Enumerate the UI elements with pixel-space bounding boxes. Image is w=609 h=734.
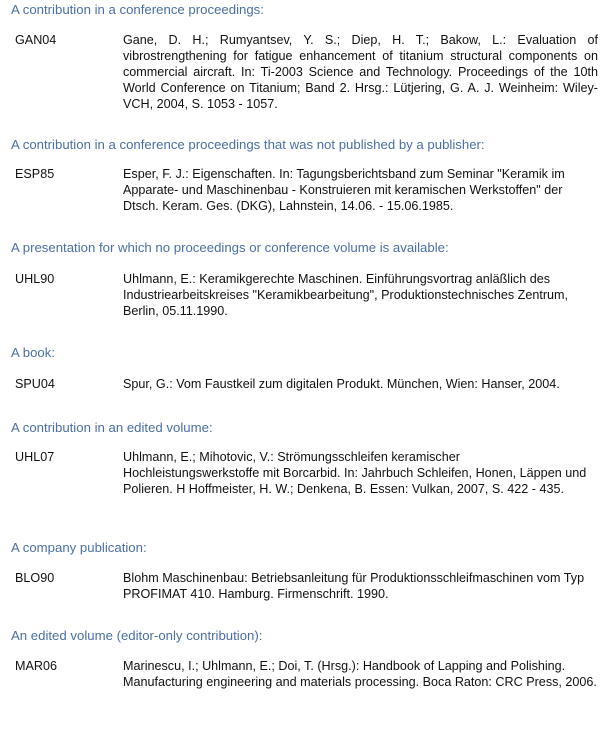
citation-key: BLO90 <box>15 571 55 585</box>
citation-key: MAR06 <box>15 659 57 673</box>
reference-text: Uhlmann, E.; Mihotovic, V.: Strömungsschleifen keramischer Hochleistungswerkstoffe mit Borcarbid. In: Jahrbuch Schleifen, Honen, Läppen und Polieren. H Hoffmeister, H. W.; Denkena, B. Essen: Vulkan, 2007, S. 422 - 435. <box>123 450 587 496</box>
citation-key: UHL90 <box>15 272 55 286</box>
section-heading: A company publication: <box>11 540 147 555</box>
reference-text: Marinescu, I.; Uhlmann, E.; Doi, T. (Hrsg.): Handbook of Lapping and Polishing. Manufacturing engineering and materials processing. Boca Raton: CRC Press, 2006. <box>123 659 597 689</box>
citation-key: GAN04 <box>15 33 57 47</box>
citation-key: ESP85 <box>15 167 55 181</box>
section-heading: A contribution in a conference proceedings that was not published by a publisher: <box>11 137 485 152</box>
reference-text: Esper, F. J.: Eigenschaften. In: Tagungsberichtsband zum Seminar "Keramik im Apparate- und Maschinenbau - Konstruieren mit keramischen Werkstoffen" der Dtsch. Keram. Ges. (DKG), Lahnstein, 14.06. - 15.06.1985. <box>123 167 565 213</box>
section-heading: A book: <box>11 345 55 360</box>
section-heading: An edited volume (editor-only contribution): <box>11 628 263 643</box>
citation-key: SPU04 <box>15 377 55 391</box>
reference-text: Blohm Maschinenbau: Betriebsanleitung für Produktionsschleifmaschinen vom Typ PROFIMAT 410. Hamburg. Firmenschrift. 1990. <box>123 571 585 601</box>
reference-text: Uhlmann, E.: Keramikgerechte Maschinen. Einführungsvortrag anläßlich des Industriearbeitskreises "Keramikbearbeitung", Produktionstechnisches Zentrum, Berlin, 05.11.1990. <box>123 272 569 318</box>
reference-text: Gane, D. H.; Rumyantsev, Y. S.; Diep, H. T.; Bakow, L.: Evaluation of vibrostrengthening for fatigue enhancement of titanium structural components on commercial aircraft. In: Ti-2003 Science and Technology. Proceedings of the 10th World Conference on Titanium; Band 2. Hrsg.: Lütjering, G. A. J. Weinheim: Wiley-VCH, 2004, S. 1053 - 1057. <box>123 33 598 111</box>
section-heading: A contribution in a conference proceedings: <box>11 2 264 17</box>
citation-key: UHL07 <box>15 450 55 464</box>
reference-text: Spur, G.: Vom Faustkeil zum digitalen Produkt. München, Wien: Hanser, 2004. <box>123 377 560 391</box>
section-heading: A contribution in an edited volume: <box>11 420 213 435</box>
section-heading: A presentation for which no proceedings or conference volume is available: <box>11 240 449 255</box>
